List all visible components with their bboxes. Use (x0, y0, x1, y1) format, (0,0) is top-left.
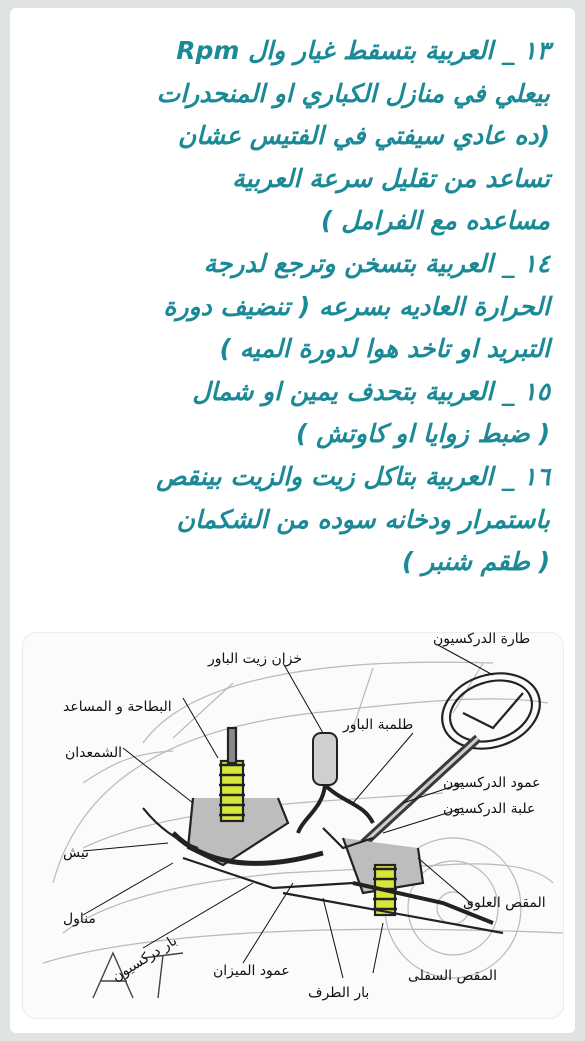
text-line: ١٤ _ العربية بتسخن وترجع لدرجة (203, 248, 550, 278)
text-line: الحرارة العاديه بسرعه ( تنضيف دورة (163, 291, 550, 321)
tips-text-block (40, 30, 550, 584)
label-steering-column: عمود الدركسيون (443, 775, 541, 791)
text-line: بيعلي في منازل الكباري او المنحدرات (156, 78, 550, 108)
car-drawing (23, 633, 563, 1018)
text-line: التبريد او تاخد هوا لدورة الميه ) (219, 334, 550, 364)
label-steering-wheel: طارة الدركسيون (433, 631, 531, 647)
label-ball-joint: تيش (63, 845, 89, 861)
label-power-pump: طلمبة الباور (343, 717, 414, 733)
text-line: مساعده مع الفرامل ) (321, 206, 550, 236)
label-tie-rod-end: بار الطرف (308, 985, 370, 1001)
text-line: ١٥ _ العربية بتحدف يمين او شمال (192, 376, 550, 406)
label-balance-shaft: عمود الميزان (213, 963, 290, 979)
label-lower-arm: المقص السفلى (408, 968, 497, 984)
label-knuckle: الشمعدان (65, 745, 123, 761)
text-line: (ده عادي سيفتي في الفتيس عشان (177, 121, 550, 151)
text-line: ( طقم شنبر ) (402, 547, 550, 577)
suspension-diagram (22, 632, 564, 1019)
label-idler-arm: مناول (63, 911, 96, 927)
label-upper-arm: المقص العلوى (463, 895, 546, 911)
text-line: تساعد من تقليل سرعة العربية (232, 163, 550, 193)
text-line: باستمرار ودخانه سوده من الشكمان (176, 504, 550, 534)
text-line: ١٣ _ العربية بتسقط غيار وال Rpm (176, 36, 550, 65)
label-tie-rod-bar: بار دركسيون (109, 932, 180, 986)
label-steering-box: علبة الدركسيون (443, 801, 536, 817)
label-power-tank: خزان زيت الباور (208, 651, 303, 667)
text-line: ١٦ _ العربية بتاكل زيت والزيت بينقص (156, 461, 550, 491)
label-spring-shock: البطاحة و المساعد (63, 699, 172, 715)
text-line: ( ضبط زوايا او كاوتش ) (296, 419, 550, 449)
